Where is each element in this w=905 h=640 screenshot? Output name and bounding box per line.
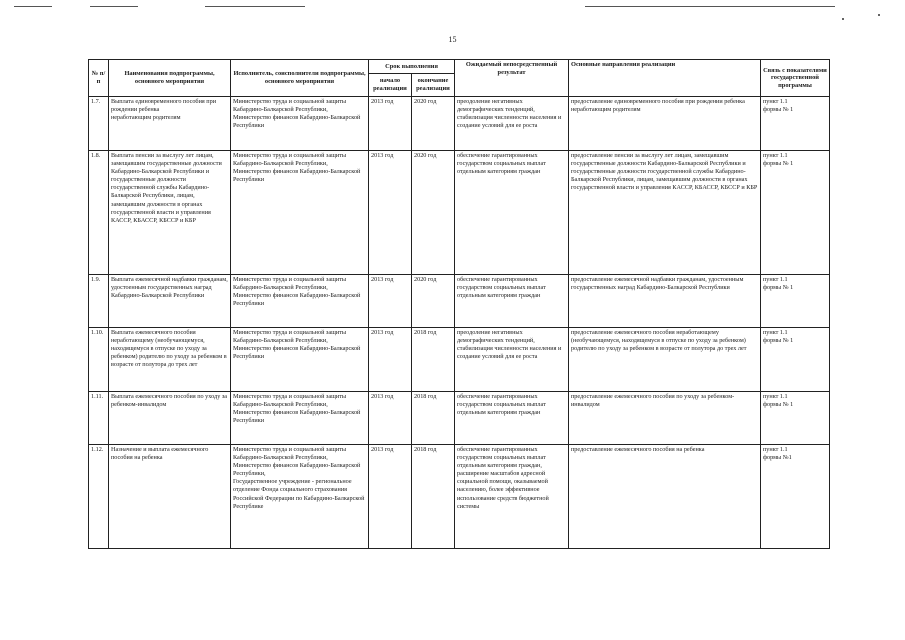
cell-link: пункт 1.1 формы № 1 [761, 151, 830, 275]
cell-num: 1.12. [89, 445, 109, 549]
scan-line [90, 6, 138, 7]
cell-num: 1.9. [89, 275, 109, 328]
cell-link: пункт 1.1 формы № 1 [761, 275, 830, 328]
cell-start: 2013 год [369, 445, 412, 549]
header-link: Связь с показателями государственной программы [761, 60, 830, 97]
cell-start: 2013 год [369, 275, 412, 328]
header-period: Срок выполнения [369, 60, 455, 74]
scan-line [14, 6, 52, 7]
cell-executor: Министерство труда и социальной защиты Кабардино-Балкарской Республики, Министерство финансов Кабардино-Балкарской Республики, Государственное учреждение - региональное отделение Фонда социального страхования Российской Федерации по Кабардино-Балкарской Республике [231, 445, 369, 549]
cell-name: Выплата единовременного пособия при рождении ребенка неработающим родителям [109, 97, 231, 151]
cell-name: Выплата ежемесячного пособия по уходу за ребенком-инвалидом [109, 392, 231, 445]
cell-num: 1.8. [89, 151, 109, 275]
cell-executor: Министерство труда и социальной защиты Кабардино-Балкарской Республики, Министерство финансов Кабардино-Балкарской Республики [231, 275, 369, 328]
cell-name: Выплата пенсии за выслугу лет лицам, замещавшим государственные должности Кабардино-Балкарской Республики и государственные должности государственной службы Кабардино-Балкарской Республики, лицам, замещавшим должности в органах государственной власти и управления КАССР, КБАССР, КБССР и КБР [109, 151, 231, 275]
table-row [89, 151, 830, 275]
header-start: начало реализации [369, 74, 412, 97]
cell-start: 2013 год [369, 392, 412, 445]
cell-name: Выплата ежемесячного пособия неработающему (необучающемуся, находящемуся в отпуске по уходу за ребенком) родителю по уходу за ребенком в возрасте от полутора до трех лет [109, 328, 231, 392]
cell-result: обеспечение гарантированных государством социальных выплат отдельным категориям граждан, расширение масштабов адресной социальной помощи, оказываемой населению, более эффективное использование средств бюджетной системы [455, 445, 569, 549]
cell-link: пункт 1.1 формы №1 [761, 445, 830, 549]
cell-end: 2020 год [412, 275, 455, 328]
header-directions: Основные направления реализации [569, 60, 761, 97]
cell-name: Выплата ежемесячной надбавки гражданам, удостоенным государственных наград Кабардино-Балкарской Республики [109, 275, 231, 328]
table-row [89, 328, 830, 392]
scan-line [585, 6, 835, 7]
cell-executor: Министерство труда и социальной защиты Кабардино-Балкарской Республики, Министерство финансов Кабардино-Балкарской Республики [231, 328, 369, 392]
cell-name: Назначение и выплата ежемесячного пособия на ребенка [109, 445, 231, 549]
program-table [88, 59, 830, 549]
table-row [89, 445, 830, 549]
cell-directions: предоставление единовременного пособия при рождении ребенка неработающим родителям [569, 97, 761, 151]
page-number: 15 [448, 35, 457, 44]
cell-start: 2013 год [369, 151, 412, 275]
cell-directions: предоставление ежемесячного пособия на ребенка [569, 445, 761, 549]
cell-end: 2018 год [412, 328, 455, 392]
cell-directions: предоставление пенсии за выслугу лет лицам, замещавшим государственные должности Кабардино-Балкарской Республики и государственные должности государственной службы Кабардино-Балкарской Республики, лицам, замещавшим должности в органах государственной власти и управления КАССР, КБАССР, КБССР и КБР [569, 151, 761, 275]
cell-directions: предоставление ежемесячного пособия неработающему (необучающемуся, находящемуся в отпуске по уходу за ребенком) родителю по уходу за ребенком в возрасте от полутора до трех лет [569, 328, 761, 392]
cell-directions: предоставление ежемесячной надбавки гражданам, удостоенным государственных наград Кабардино-Балкарской Республики [569, 275, 761, 328]
cell-start: 2013 год [369, 97, 412, 151]
cell-num: 1.10. [89, 328, 109, 392]
header-end: окончание реализации [412, 74, 455, 97]
cell-end: 2020 год [412, 151, 455, 275]
cell-end: 2018 год [412, 445, 455, 549]
cell-executor: Министерство труда и социальной защиты Кабардино-Балкарской Республики, Министерство финансов Кабардино-Балкарской Республики [231, 97, 369, 151]
cell-directions: предоставление ежемесячного пособия по уходу за ребенком-инвалидом [569, 392, 761, 445]
cell-executor: Министерство труда и социальной защиты Кабардино-Балкарской Республики, Министерство финансов Кабардино-Балкарской Республики [231, 392, 369, 445]
header-result: Ожидаемый непосредственный результат [455, 60, 569, 97]
cell-link: пункт 1.1 формы № 1 [761, 328, 830, 392]
cell-start: 2013 год [369, 328, 412, 392]
scan-line [205, 6, 305, 7]
cell-link: пункт 1.1 формы № 1 [761, 97, 830, 151]
header-num: № п/п [89, 60, 109, 97]
cell-num: 1.11. [89, 392, 109, 445]
cell-result: преодоление негативных демографических тенденций, стабилизация численности населения и создание условий для ее роста [455, 97, 569, 151]
cell-result: обеспечение гарантированных государством социальных выплат отдельным категориям граждан [455, 275, 569, 328]
cell-link: пункт 1.1 формы № 1 [761, 392, 830, 445]
table-row [89, 97, 830, 151]
header-name: Наименования подпрограммы, основного мероприятия [109, 60, 231, 97]
scan-dot [842, 18, 844, 20]
cell-num: 1.7. [89, 97, 109, 151]
cell-end: 2020 год [412, 97, 455, 151]
cell-end: 2018 год [412, 392, 455, 445]
cell-result: обеспечение гарантированных государством социальных выплат отдельным категориям граждан [455, 392, 569, 445]
scan-dot [878, 14, 880, 16]
cell-result: обеспечение гарантированных государством социальных выплат отдельным категориям граждан [455, 151, 569, 275]
cell-result: преодоление негативных демографических тенденций, стабилизация численности населения и создание условий для ее роста [455, 328, 569, 392]
cell-executor: Министерство труда и социальной защиты Кабардино-Балкарской Республики, Министерство финансов Кабардино-Балкарской Республики [231, 151, 369, 275]
table-row [89, 275, 830, 328]
header-executor: Исполнитель, соисполнители подпрограммы, основного мероприятия [231, 60, 369, 97]
table-row [89, 392, 830, 445]
